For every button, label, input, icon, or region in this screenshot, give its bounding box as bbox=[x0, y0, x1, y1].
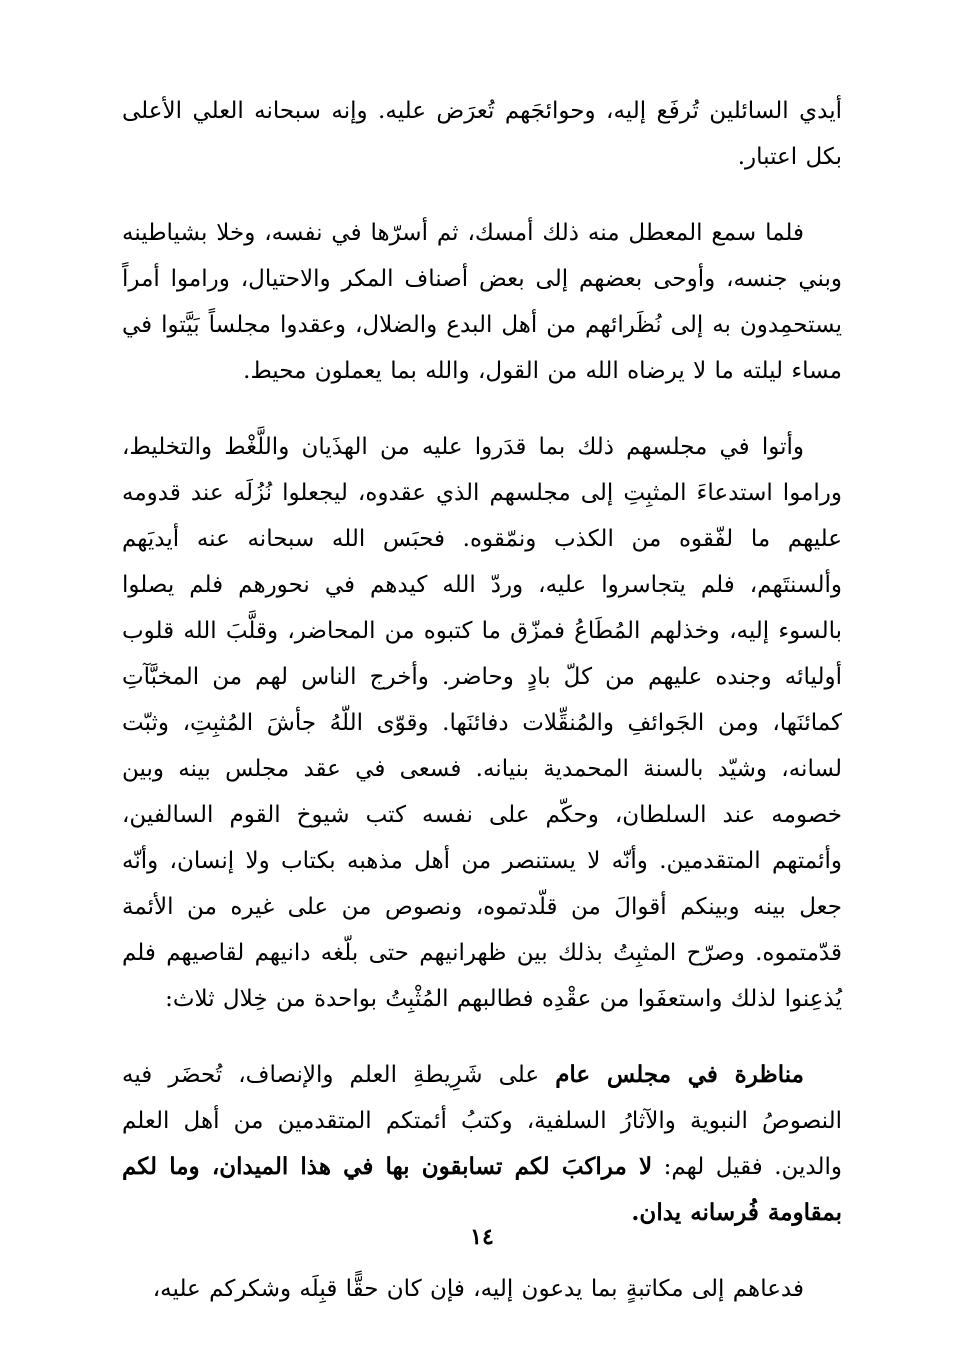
document-body bbox=[122, 88, 842, 1342]
paragraph-1-text: أيدي السائلين تُرفَع إليه، وحوائجَهم تُعرَض عليه. وإنه سبحانه العلي الأعلى بكل اعتبار. bbox=[122, 98, 842, 170]
paragraph-3 bbox=[122, 424, 842, 1022]
paragraph-4-bold-lead: مناظرة في مجلس عام bbox=[555, 1061, 804, 1088]
paragraph-2-text: فلما سمع المعطل منه ذلك أمسك، ثم أسرّها في نفسه، وخلا بشياطينه وبني جنسه، وأوحى بعضهم إلى بعض أصناف المكر والاحتيال، وراموا أمراً يستحمِدون به إلى نُظَرائهم من أهل البدع والضلال، وعقدوا مجلساً بَيَّتوا في مساء ليلته ما لا يرضاه الله من القول، والله بما يعملون محيط. bbox=[122, 220, 842, 384]
paragraph-4 bbox=[122, 1052, 842, 1236]
page-number: ١٤ bbox=[470, 1224, 494, 1250]
paragraph-5 bbox=[122, 1266, 842, 1312]
paragraph-3-text: وأتوا في مجلسهم ذلك بما قدَروا عليه من الهذَيان واللَّغْط والتخليط، وراموا استدعاءَ المثبِتِ إلى مجلسهم الذي عقدوه، ليجعلوا نُزُلَه عند قدومه عليهم ما لفّقوه من الكذب ونمّقوه. فحبَس الله سبحانه عنه أيديَهم وألسنتَهم، فلم يتجاسروا عليه، وردّ الله كيدهم في نحورهم فلم يصلوا بالسوء إليه، وخذلهم المُطَاعُ فمزّق ما كتبوه من المحاضر، وقلَّبَ الله قلوب أوليائه وجنده عليهم من كلّ بادٍ وحاضر. وأخرج الناس لهم من المخبَّآتِ كمائنَها، ومن الجَوائفِ والمُنقِّلات دفائنَها. وقوّى اللّهُ جأشَ المُثبِتِ، وثبّت لسانه، وشيّد بالسنة المحمدية بنيانه. فسعى في عقد مجلس بينه وبين خصومه عند السلطان، وحكّم على نفسه كتب شيوخ القوم السالفين، وأئمتهم المتقدمين. وأنّه لا يستنصر من أهل مذهبه بكتاب ولا إنسان، وأنّه جعل بينه وبينكم أقوالَ من قلّدتموه، ونصوص من على غيره من الأئمة قدّمتموه. وصرّح المثبِتُ بذلك بين ظهرانيهم حتى بلّغه دانيهم لقاصيهم فلم يُذعِنوا لذلك واستعفَوا من عقْدِه فطالبهم المُثْبِتُ بواحدة من خِلال ثلاث: bbox=[122, 434, 842, 1012]
paragraph-4-text: على شَرِيطةِ العلم والإنصاف، تُحضَر فيه النصوصُ النبوية والآثارُ السلفية، وكتبُ أئمتكم المتقدمين من أهل العلم والدين. فقيل لهم: bbox=[122, 1062, 842, 1180]
paragraph-4-bold-quote: لا مراكبَ لكم تسابقون بها في هذا الميدان، وما لكم بمقاومة فُرسانه يدان. bbox=[122, 1153, 842, 1226]
paragraph-2 bbox=[122, 210, 842, 394]
paragraph-5-text: فدعاهم إلى مكاتبةٍ بما يدعون إليه، فإن كان حقًّا قبِلَه وشكركم عليه، bbox=[152, 1276, 804, 1302]
paragraph-1 bbox=[122, 88, 842, 180]
